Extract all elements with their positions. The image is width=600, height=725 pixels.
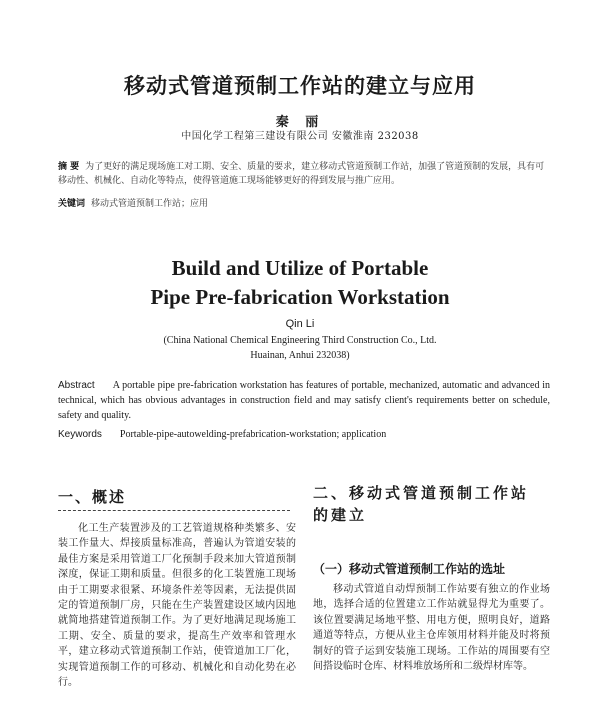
affiliation-zh: 中国化学工程第三建设有限公司 安徽淮南 232038 bbox=[181, 131, 419, 142]
author-zh: 秦 丽 bbox=[275, 115, 325, 130]
keywords-en-label: Keywords bbox=[58, 429, 102, 440]
affiliation-en-line1: (China National Chemical Engineering Third Construction Co., Ltd. bbox=[163, 335, 437, 346]
keywords-zh bbox=[58, 197, 550, 211]
abstract-en bbox=[58, 378, 550, 423]
author-en: Qin Li bbox=[285, 318, 315, 330]
section-1-divider bbox=[58, 510, 290, 511]
section-2-heading: 二、移动式管道预制工作站的建立 bbox=[313, 484, 530, 524]
affiliation-en bbox=[0, 333, 600, 363]
affiliation-en-line2: Huainan, Anhui 232038) bbox=[250, 350, 350, 361]
paper-title-en-line2: Pipe Pre-fabrication Workstation bbox=[150, 285, 450, 309]
paper-title-en-line1: Build and Utilize of Portable bbox=[171, 256, 429, 280]
section-1-body: 化工生产装置涉及的工艺管道规格种类繁多、安装工作量大、焊接质量标准高，普遍认为管道安装的最佳方案是采用管道工厂化预制手段来加大管道预制深度，保证工期和质量。但很多的化工装置施工现场由于工期要求很紧、环境条件差等因素，无法提供固定的管道预制厂房，只能在生产装置建设区域内因地就简地搭建管道预制工作。为了更好地满足现场施工工期、安全、质量的要求，提高生产效率和管理水平，建立移动式管道预制工作站，使管道加工厂化，实现管道预制工作的可移动、机械化和自动化势在必行。 bbox=[58, 523, 296, 689]
abstract-zh-label: 摘 要 bbox=[58, 162, 80, 172]
paper-title-zh: 移动式管道预制工作站的建立与应用 bbox=[124, 74, 476, 98]
keywords-zh-text: 移动式管道预制工作站；应用 bbox=[91, 199, 209, 209]
paper-title-en bbox=[0, 254, 600, 312]
abstract-en-label: Abstract bbox=[58, 380, 95, 391]
section-1-heading: 一、概述 bbox=[58, 488, 127, 506]
keywords-zh-label: 关键词 bbox=[58, 199, 86, 209]
section-2-body: 移动式管道自动焊预制工作站要有独立的作业场地，选择合适的位置建立工作站就显得尤为重要了。该位置要满足场地平整、用电方便，照明良好，道路通道等特点，方便从业主仓库领用材料并能及时将预制好的管子运到安装施工现场。工作站的周围要有空间搭设临时仓库、材料堆放场所和二级焊材库等。 bbox=[313, 584, 550, 673]
keywords-en-text: Portable-pipe-autowelding-prefabrication-workstation; application bbox=[119, 429, 387, 440]
section-2-subheading: （一）移动式管道预制工作站的选址 bbox=[313, 562, 506, 576]
abstract-en-text: A portable pipe pre-fabrication workstation has features of portable, mechanized, automatic and advanced in technical, which has obvious advantages in construction field and may satisfy client's requirements better on schedule, safety and quality. bbox=[58, 380, 550, 421]
abstract-zh-text: 为了更好的满足现场施工对工期、安全、质量的要求，建立移动式管道预制工作站，加强了管道预制的发展，具有可移动性、机械化、自动化等特点，使得管道施工现场能够更好的得到发展与推广应用。 bbox=[58, 162, 545, 186]
abstract-zh bbox=[58, 160, 550, 188]
keywords-en bbox=[58, 429, 550, 440]
